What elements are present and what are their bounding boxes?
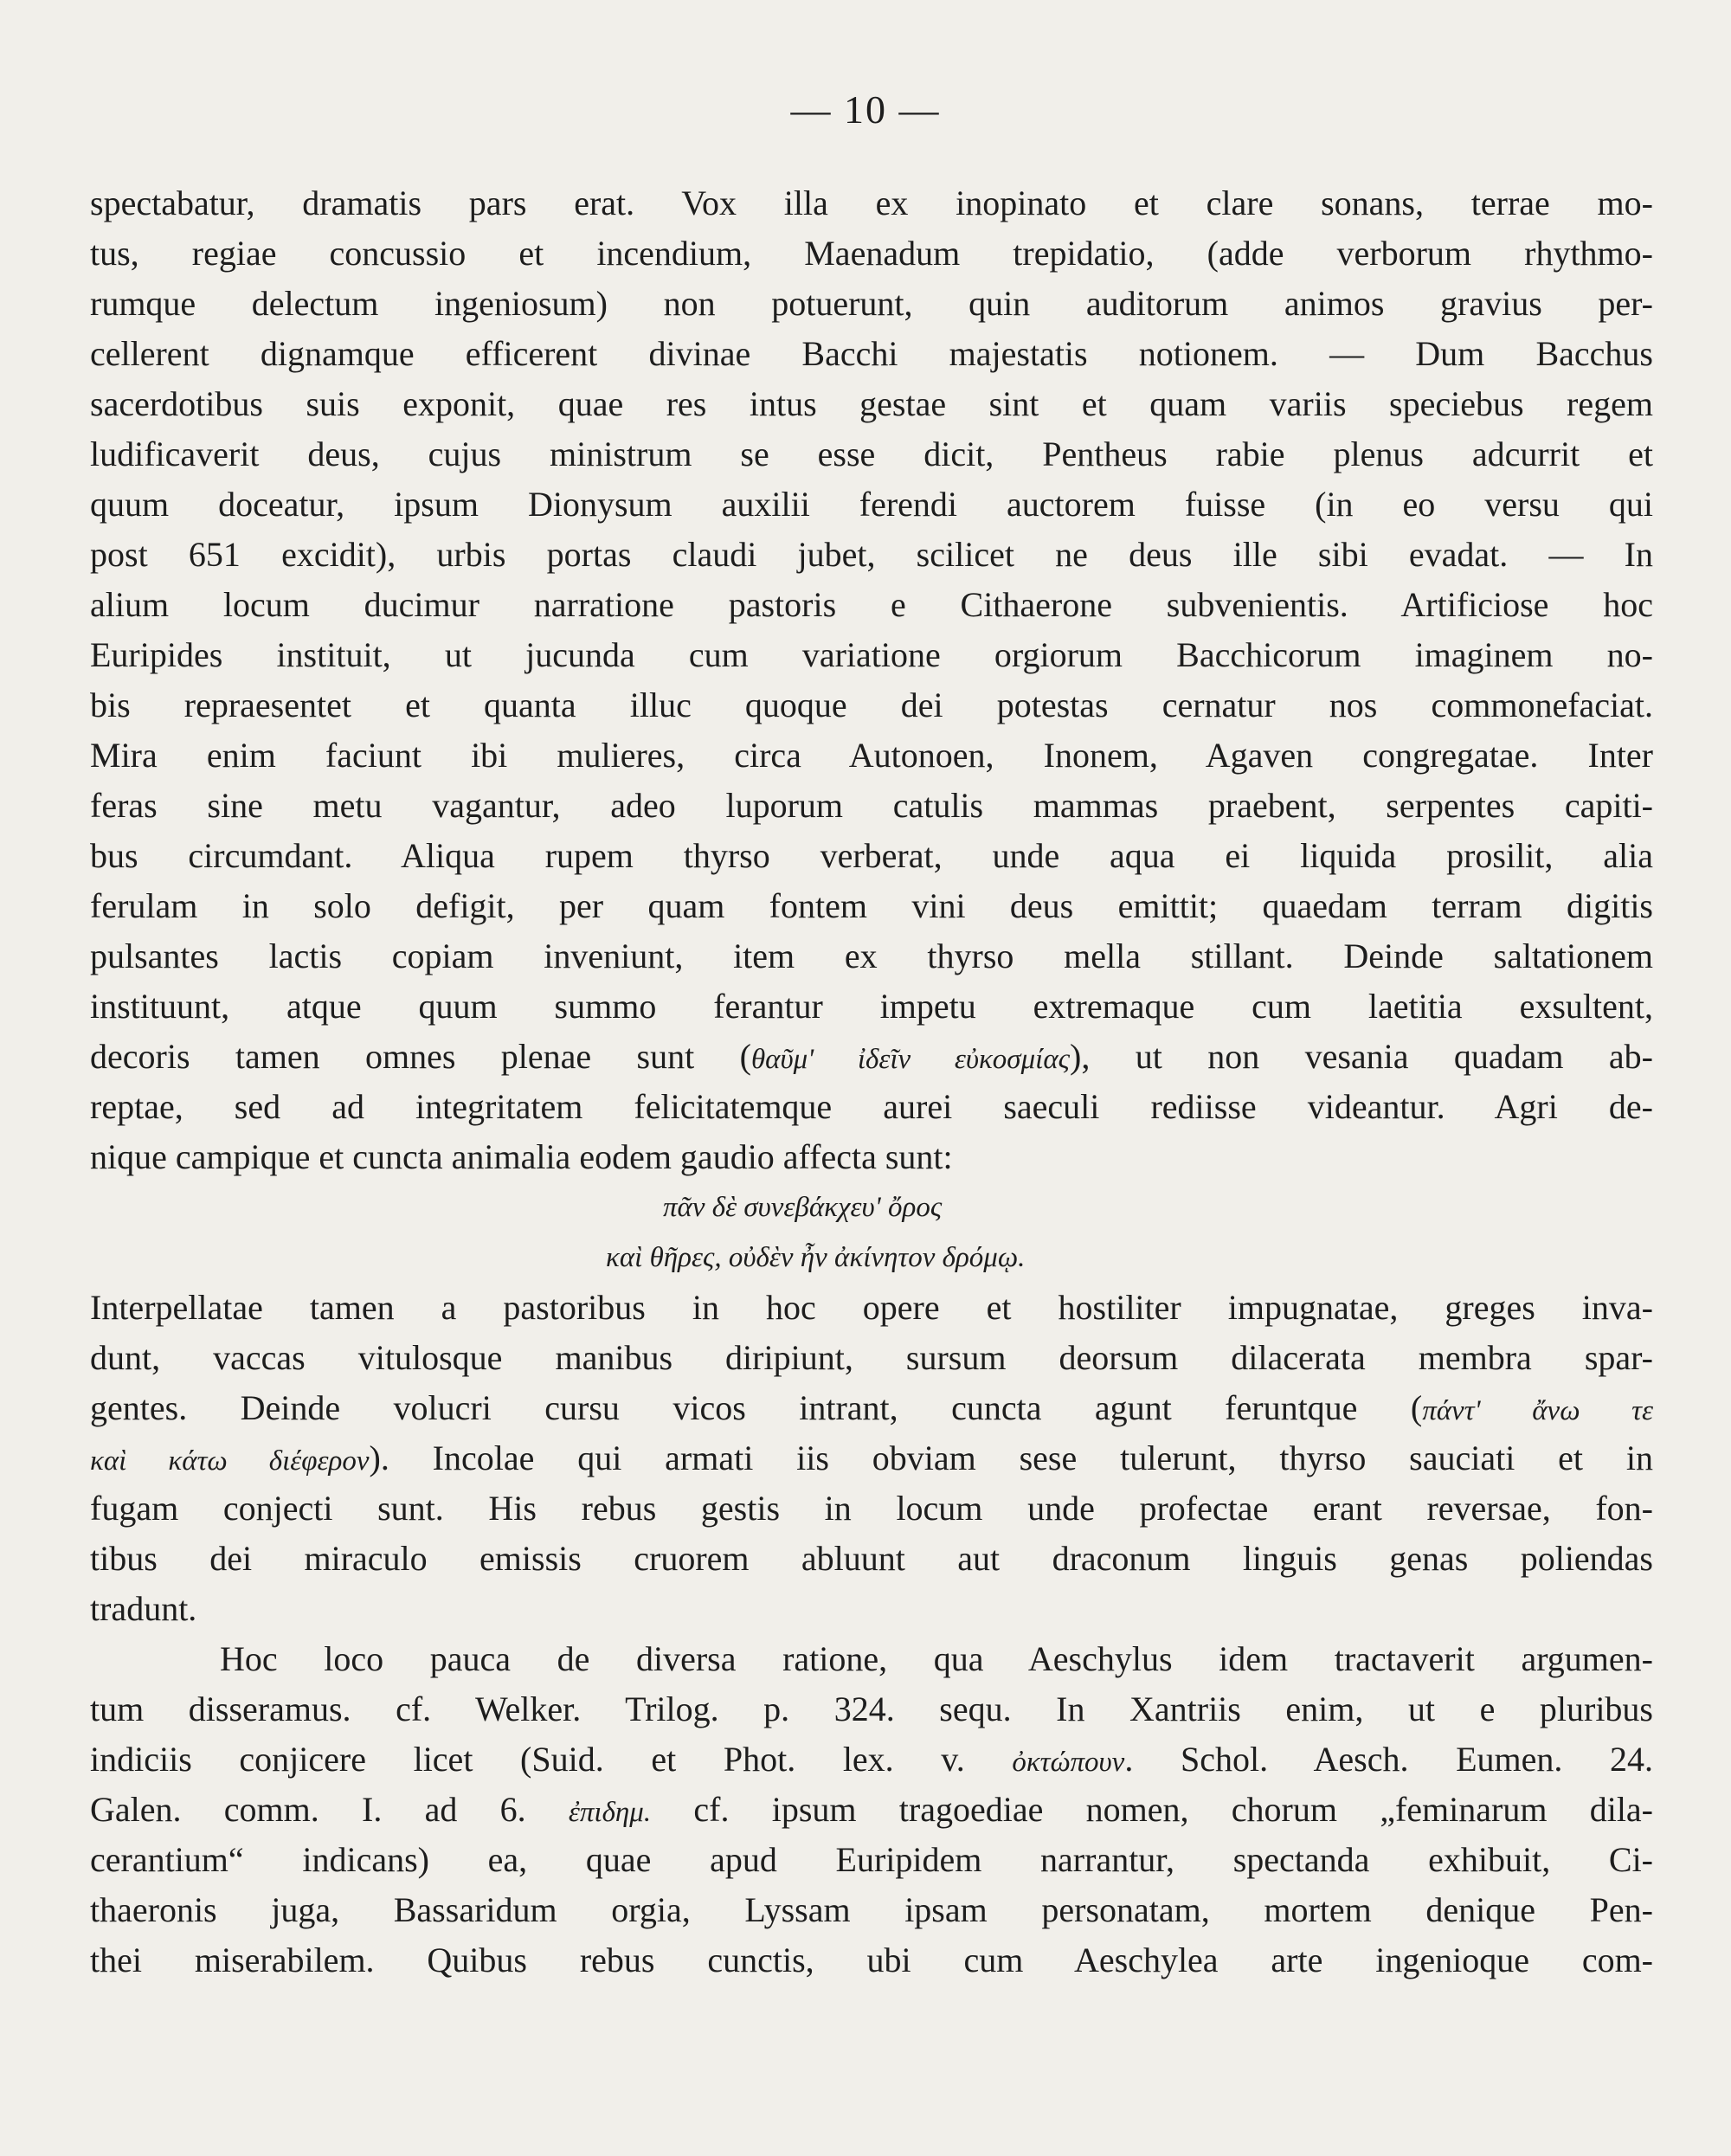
text-line: instituunt, atque quum summo ferantur impetu extremaque cum laetitia exsultent, (90, 987, 1653, 1026)
text-line (90, 1785, 1653, 1835)
paragraph-start-line: Hoc loco pauca de diversa ratione, qua Aeschylus idem tractaverit argumen- (220, 1639, 1653, 1678)
text-line: Mira enim faciunt ibi mulieres, circa Autonoen, Inonem, Agaven congregatae. Inter (90, 736, 1653, 775)
greek-word: ἐπιδημ. (568, 1797, 652, 1828)
text-line: bis repraesentet et quanta illuc quoque dei potestas cernatur nos commonefaciat. (90, 685, 1653, 724)
text-line: tibus dei miraculo emissis cruorem abluunt aut draconum linguis genas poliendas (90, 1539, 1653, 1578)
text-line: cerantium“ indicans) ea, quae apud Euripidem narrantur, spectanda exhibuit, Ci- (90, 1840, 1653, 1879)
text-line: bus circumdant. Aliqua rupem thyrso verberat, unde aqua ei liquida prosilit, alia (90, 836, 1653, 875)
page-number: — 10 — (790, 87, 941, 132)
verse-quote-line: καὶ θῆρες, οὐδὲν ἦν ἀκίνητον δρόμῳ. (606, 1242, 1026, 1273)
text-line: post 651 excidit), urbis portas claudi jubet, scilicet ne deus ille sibi evadat. — In (90, 535, 1653, 574)
greek-quote: πάντ' ἄνω τε (1422, 1395, 1654, 1426)
text-line: ferulam in solo defigit, per quam fontem vini deus emittit; quaedam terram digitis (90, 886, 1653, 925)
text-line: tum disseramus. cf. Welker. Trilog. p. 324. sequ. In Xantriis enim, ut e pluribus (90, 1689, 1653, 1728)
text-line: sacerdotibus suis exponit, quae res intus gestae sint et quam variis speciebus regem (90, 384, 1653, 423)
text-line: rumque delectum ingeniosum) non potuerunt, quin auditorum animos gravius per- (90, 284, 1653, 323)
text-run: indiciis conjicere licet (Suid. et Phot. lex. v. (90, 1740, 1013, 1779)
text-line: alium locum ducimur narratione pastoris e Cithaerone subvenientis. Artificiose hoc (90, 585, 1653, 624)
text-line (90, 1433, 1653, 1483)
greek-quote: θαῦμ' ἰδεῖν εὐκοσμίας (750, 1044, 1071, 1075)
text-line: spectabatur, dramatis pars erat. Vox illa ex inopinato et clare sonans, terrae mo- (90, 183, 1653, 222)
greek-word: ὀκτώπουν (1012, 1747, 1125, 1778)
text-line (90, 1383, 1653, 1433)
text-line: tus, regiae concussio et incendium, Maenadum trepidatio, (adde verborum rhythmo- (90, 234, 1653, 273)
text-run: gentes. Deinde volucri cursu vicos intrant, cuncta agunt feruntque ( (90, 1388, 1423, 1427)
text-line (90, 1032, 1653, 1082)
text-run: decoris tamen omnes plenae sunt ( (90, 1037, 751, 1076)
text-run: cf. ipsum tragoediae nomen, chorum „feminarum dila- (651, 1790, 1654, 1829)
text-line: Interpellatae tamen a pastoribus in hoc opere et hostiliter impugnatae, greges inva- (90, 1288, 1653, 1327)
text-line: thaeronis juga, Bassaridum orgia, Lyssam ipsam personatam, mortem denique Pen- (90, 1890, 1653, 1929)
text-line: fugam conjecti sunt. His rebus gestis in locum unde profectae erant reversae, fon- (90, 1489, 1653, 1528)
text-line: cellerent dignamque efficerent divinae Bacchi majestatis notionem. — Dum Bacchus (90, 334, 1653, 373)
text-run: Galen. comm. I. ad 6. (90, 1790, 569, 1829)
text-run: . Schol. Aesch. Eumen. 24. (1124, 1740, 1653, 1779)
text-line: reptae, sed ad integritatem felicitatemque aurei saeculi rediisse videantur. Agri de- (90, 1087, 1653, 1126)
verse-quote-line: πᾶν δὲ συνεβάκχευ' ὄρος (663, 1192, 943, 1223)
text-run: ). Incolae qui armati iis obviam sese tulerunt, thyrso sauciati et in (369, 1438, 1653, 1477)
text-line: nique campique et cuncta animalia eodem gaudio affecta sunt: (90, 1137, 953, 1176)
text-run: ), ut non vesania quadam ab- (1070, 1037, 1653, 1076)
text-line: dunt, vaccas vitulosque manibus diripiunt, sursum deorsum dilacerata membra spar- (90, 1338, 1653, 1377)
body-text (90, 178, 1653, 1985)
text-line (90, 1734, 1653, 1785)
text-line: pulsantes lactis copiam inveniunt, item ex thyrso mella stillant. Deinde saltationem (90, 936, 1653, 975)
text-line: feras sine metu vagantur, adeo luporum catulis mammas praebent, serpentes capiti- (90, 786, 1653, 825)
text-line: Euripides instituit, ut jucunda cum variatione orgiorum Bacchicorum imaginem no- (90, 635, 1653, 674)
greek-quote: καὶ κάτω διέφερον (90, 1445, 370, 1477)
text-line: thei miserabilem. Quibus rebus cunctis, ubi cum Aeschylea arte ingenioque com- (90, 1940, 1653, 1979)
text-line: tradunt. (90, 1589, 197, 1628)
text-line: quum doceatur, ipsum Dionysum auxilii ferendi auctorem fuisse (in eo versu qui (90, 485, 1653, 524)
text-line: ludificaverit deus, cujus ministrum se esse dicit, Pentheus rabie plenus adcurrit et (90, 434, 1653, 473)
